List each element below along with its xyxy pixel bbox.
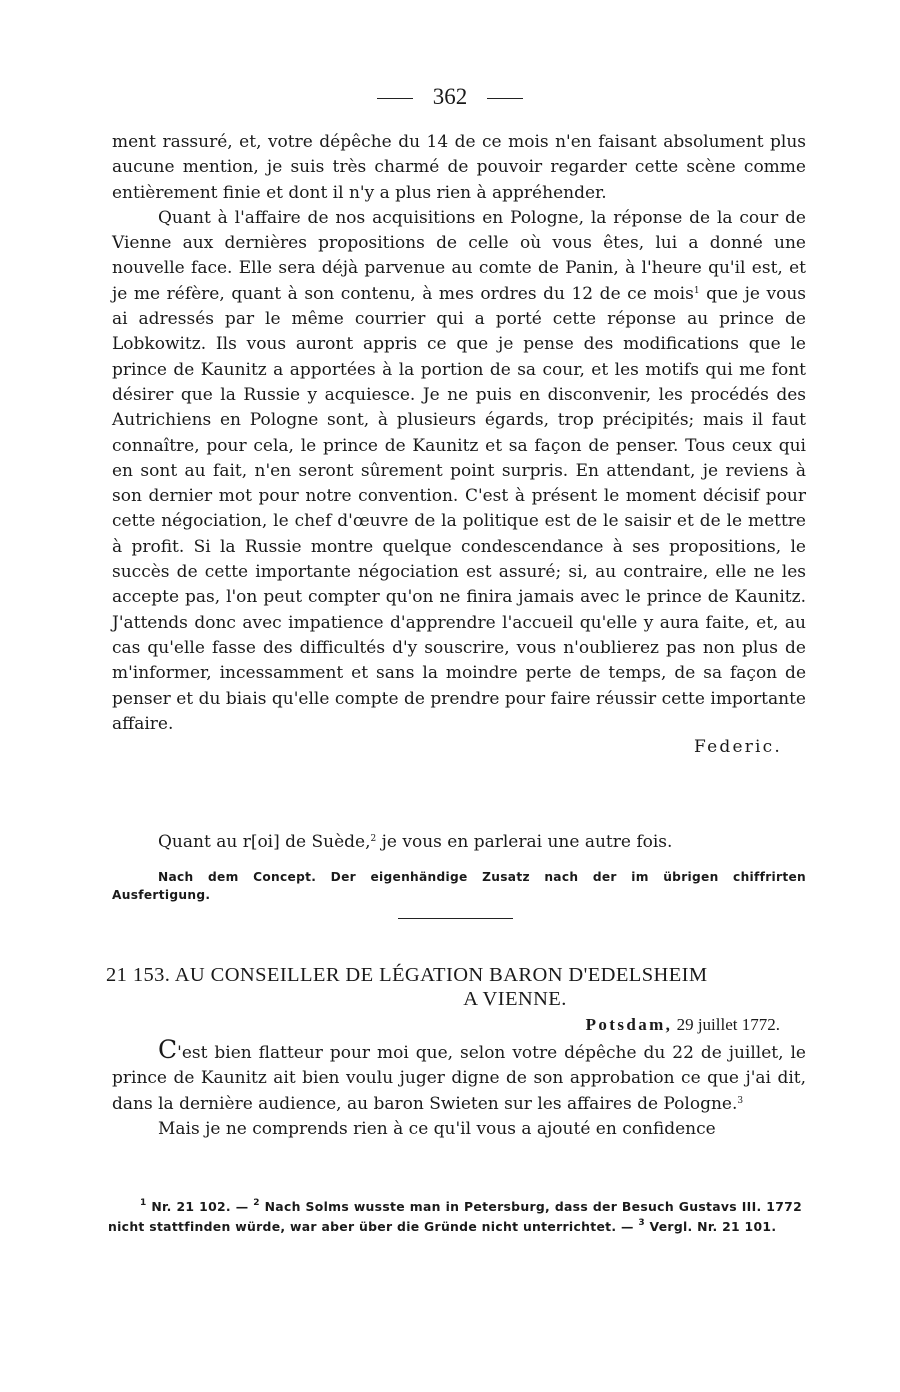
letter-1-paragraph-2-part-1: Quant à l'affaire de nos acquisitions en Pologne, la réponse de la cour de Vienne aux dernières propositions de celle où vous êtes, lui a donné une nouvelle face. Elle sera déjà parvenue au comte de Panin, à l'heure qu'il est, et je me réfère, quant à son contenu, à mes ordres du 12 de ce mois <box>112 207 806 304</box>
header-left-rule <box>377 98 413 99</box>
header-right-rule <box>487 98 523 99</box>
letter-2-body <box>112 1035 806 1142</box>
page-number: 362 <box>432 84 468 109</box>
footnote-3-text: Vergl. Nr. 21 101. <box>644 1219 777 1234</box>
dateline-place: Potsdam, <box>585 1015 673 1034</box>
page-header <box>0 82 900 112</box>
letter-2-heading <box>106 963 806 1011</box>
postscript-text-1: Quant au r[oi] de Suède, <box>158 832 371 852</box>
postscript <box>112 830 806 855</box>
letter-1-paragraph-2-part-2: que je vous ai adressés par le même courrier qui a porté cette réponse au prince de Lobkowitz. Ils vous auront appris ce que je pense des modifications que le prince de Kaunitz a apportées à la portion de sa cour, et les motifs qui me font désirer que la Russie y acquiesce. Je ne puis en disconvenir, les procédés des Autrichiens en Pologne sont, à plusieurs égards, trop précipités; mais il faut connaître, pour cela, le prince de Kaunitz et sa façon de penser. Tous ceux qui en sont au fait, n'en seront sûrement point surpris. En attendant, je reviens à son dernier mot pour notre convention. C'est à présent le moment décisif pour cette négociation, le chef d'œuvre de la politique est de le saisir et de le mettre à profit. Si la Russie montre quelque condescendance à ses propositions, le succès de cette importante négociation est assuré; si, au contraire, elle ne les accepte pas, l'on peut compter qu'on ne finira jamais avec le prince de Kaunitz. J'attends donc avec impatience d'apprendre l'accueil qu'elle y aura faite, et, au cas qu'elle fasse des difficultés d'y souscrire, vous n'oublierez pas non plus de m'informer, incessamment et sans la moindre perte de temps, de sa façon de penser et du biais qu'elle compte de prendre pour faire réussir cette importante affaire. <box>112 283 806 734</box>
footnotes <box>108 1197 802 1237</box>
letter-2-paragraph-1 <box>112 1035 806 1117</box>
letter-2-paragraph-2: Mais je ne comprends rien à ce qu'il vous a ajouté en confidence <box>158 1118 716 1139</box>
footnote-mark-1: 1 <box>693 285 700 296</box>
signature: Federic. <box>694 737 782 758</box>
footnote-mark-3: 3 <box>737 1095 744 1106</box>
letter-1-body <box>112 130 806 760</box>
letter-2-heading-line-1: 21 153. AU CONSEILLER DE LÉGATION BARON D'EDELSHEIM <box>106 964 708 986</box>
footnote-1-text: Nr. 21 102. — <box>146 1199 254 1214</box>
footnote-1-mark: 1 <box>140 1198 147 1208</box>
dateline-date: 29 juillet 1772. <box>672 1015 780 1034</box>
letter-2-paragraph-1-text: 'est bien flatteur pour moi que, selon votre dépêche du 22 de juillet, le prince de Kaunitz ait bien voulu juger digne de son approbation ce que j'ai dit, dans la dernière audience, au baron Swieten sur les affaires de Pologne. <box>112 1043 806 1114</box>
footnote-mark-2: 2 <box>370 834 377 844</box>
dateline <box>112 1014 780 1036</box>
postscript-text-2: je vous en parlerai une autre fois. <box>376 832 673 852</box>
letter-1-paragraph-2 <box>112 206 806 737</box>
footnote-3-mark: 3 <box>638 1218 645 1228</box>
section-divider <box>398 918 513 919</box>
drop-cap: C <box>158 1035 178 1064</box>
footnote-2-mark: 2 <box>253 1198 260 1208</box>
footnote-2-text: Nach Solms wusste man in Petersburg, dass der Besuch Gustavs III. 1772 nicht stattfinden würde, war aber über die Gründe nicht unterrichtet. — <box>108 1199 802 1234</box>
source-note: Nach dem Concept. Der eigenhändige Zusatz nach der im übrigen chiffrirten Ausfertigung. <box>112 870 806 902</box>
letter-2-heading-line-2: A VIENNE. <box>463 988 567 1010</box>
letter-1-paragraph-1: ment rassuré, et, votre dépêche du 14 de ce mois n'en faisant absolument plus aucune mention, je suis très charmé de pouvoir regarder cette scène comme entièrement finie et dont il n'y a plus rien à appréhender. <box>112 132 806 203</box>
